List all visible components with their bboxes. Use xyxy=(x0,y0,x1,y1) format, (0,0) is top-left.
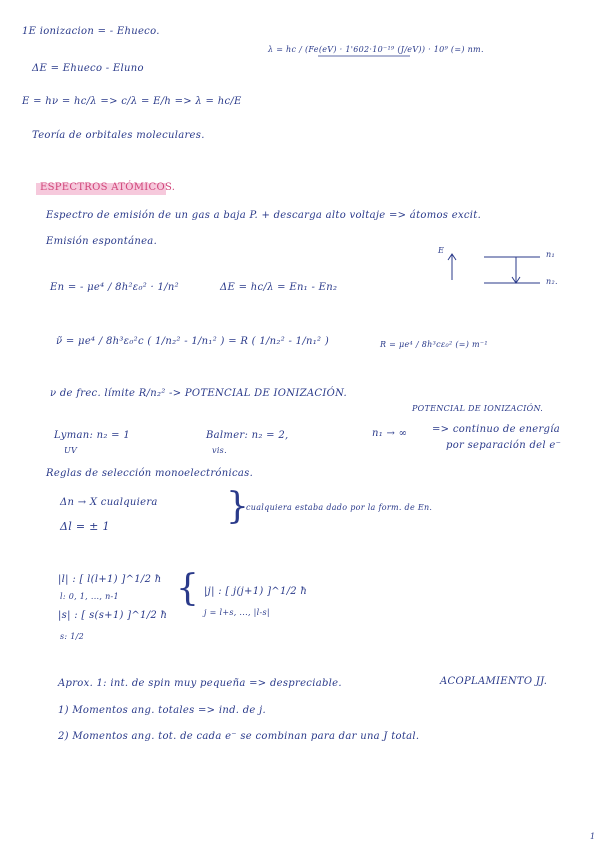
n1-infinity: n₁ → ∞ xyxy=(372,428,408,439)
wavelength-formula: λ = hc / (Fe(eV) · 1'602·10⁻¹⁹ (J/eV)) · 10⁹ (=) nm. xyxy=(268,45,484,54)
coupling-title: ACOPLAMIENTO JJ. xyxy=(440,676,548,687)
en-formula: En = - μe⁴ / 8h²ε₀² · 1/n² xyxy=(50,282,179,293)
rydberg-formula: R = μe⁴ / 8h³cε₀² (=) m⁻¹ xyxy=(380,340,488,349)
rule-note: cualquiera estaba dado por la form. de En. xyxy=(246,503,433,512)
diagram-e-label: E xyxy=(438,246,445,255)
diagram-n1-label: n₁ xyxy=(546,250,555,259)
selection-rules: Reglas de selección monoelectrónicas. xyxy=(46,468,254,479)
j-magnitude: |j| : [ j(j+1) ]^1/2 ħ xyxy=(204,586,308,597)
momentum-brace: { xyxy=(176,568,200,609)
spectrum-line: Espectro de emisión de un gas a baja P. + descarga alto voltaje => átomos excit. xyxy=(46,210,482,221)
page-number: 1 xyxy=(590,832,596,841)
planck-relation-line: E = hν = hc/λ => c/λ = E/h => λ = hc/E xyxy=(22,96,242,107)
ionization-title: POTENCIAL DE IONIZACIÓN. xyxy=(412,404,544,413)
spontaneous-emission: Emisión espontánea. xyxy=(46,236,158,247)
j-values: j = l+s, ..., |l-s| xyxy=(204,608,270,617)
balmer-region: vis. xyxy=(212,446,227,455)
molecular-orbital-theory: Teoría de orbitales moleculares. xyxy=(32,130,205,141)
s-value: s: 1/2 xyxy=(60,632,85,641)
l-values: l: 0, 1, ..., n-1 xyxy=(60,592,119,601)
continuum-line-1: => continuo de energía xyxy=(432,424,561,435)
s-magnitude: |s| : [ s(s+1) ]^1/2 ħ xyxy=(58,610,168,621)
limit-frequency-line: ν de frec. límite R/n₂² -> POTENCIAL DE IONIZACIÓN. xyxy=(50,388,347,399)
balmer-series: Balmer: n₂ = 2, xyxy=(206,430,289,441)
rule-delta-n: Δn → X cualquiera xyxy=(60,497,158,508)
delta-e-line: ΔE = Ehueco - Eluno xyxy=(32,63,144,74)
lyman-series: Lyman: n₂ = 1 xyxy=(54,430,130,441)
rule-delta-l: Δl = ± 1 xyxy=(60,520,110,533)
approximation-line: Aprox. 1: int. de spin muy pequeña => despreciable. xyxy=(58,678,342,689)
continuum-line-2: por separación del e⁻ xyxy=(446,440,562,451)
l-magnitude: |l| : [ l(l+1) ]^1/2 ħ xyxy=(58,574,162,585)
wavenumber-formula: ν̃ = μe⁴ / 8h³ε₀²c ( 1/n₂² - 1/n₁² ) = R ( 1/n₂² - 1/n₁² ) xyxy=(56,336,330,347)
section-title: ESPECTROS ATÓMICOS. xyxy=(40,182,176,193)
item-2: 2) Momentos ang. tot. de cada e⁻ se combinan para dar una J total. xyxy=(58,731,420,742)
item-1: 1) Momentos ang. totales => ind. de j. xyxy=(58,705,267,716)
ionization-energy-line: 1E ionizacion = - Ehueco. xyxy=(22,26,160,37)
delta-e-formula: ΔE = hc/λ = En₁ - En₂ xyxy=(220,282,338,293)
rules-brace: } xyxy=(226,486,250,527)
diagram-n2-label: n₂. xyxy=(546,277,558,286)
lyman-region: UV xyxy=(64,446,78,455)
